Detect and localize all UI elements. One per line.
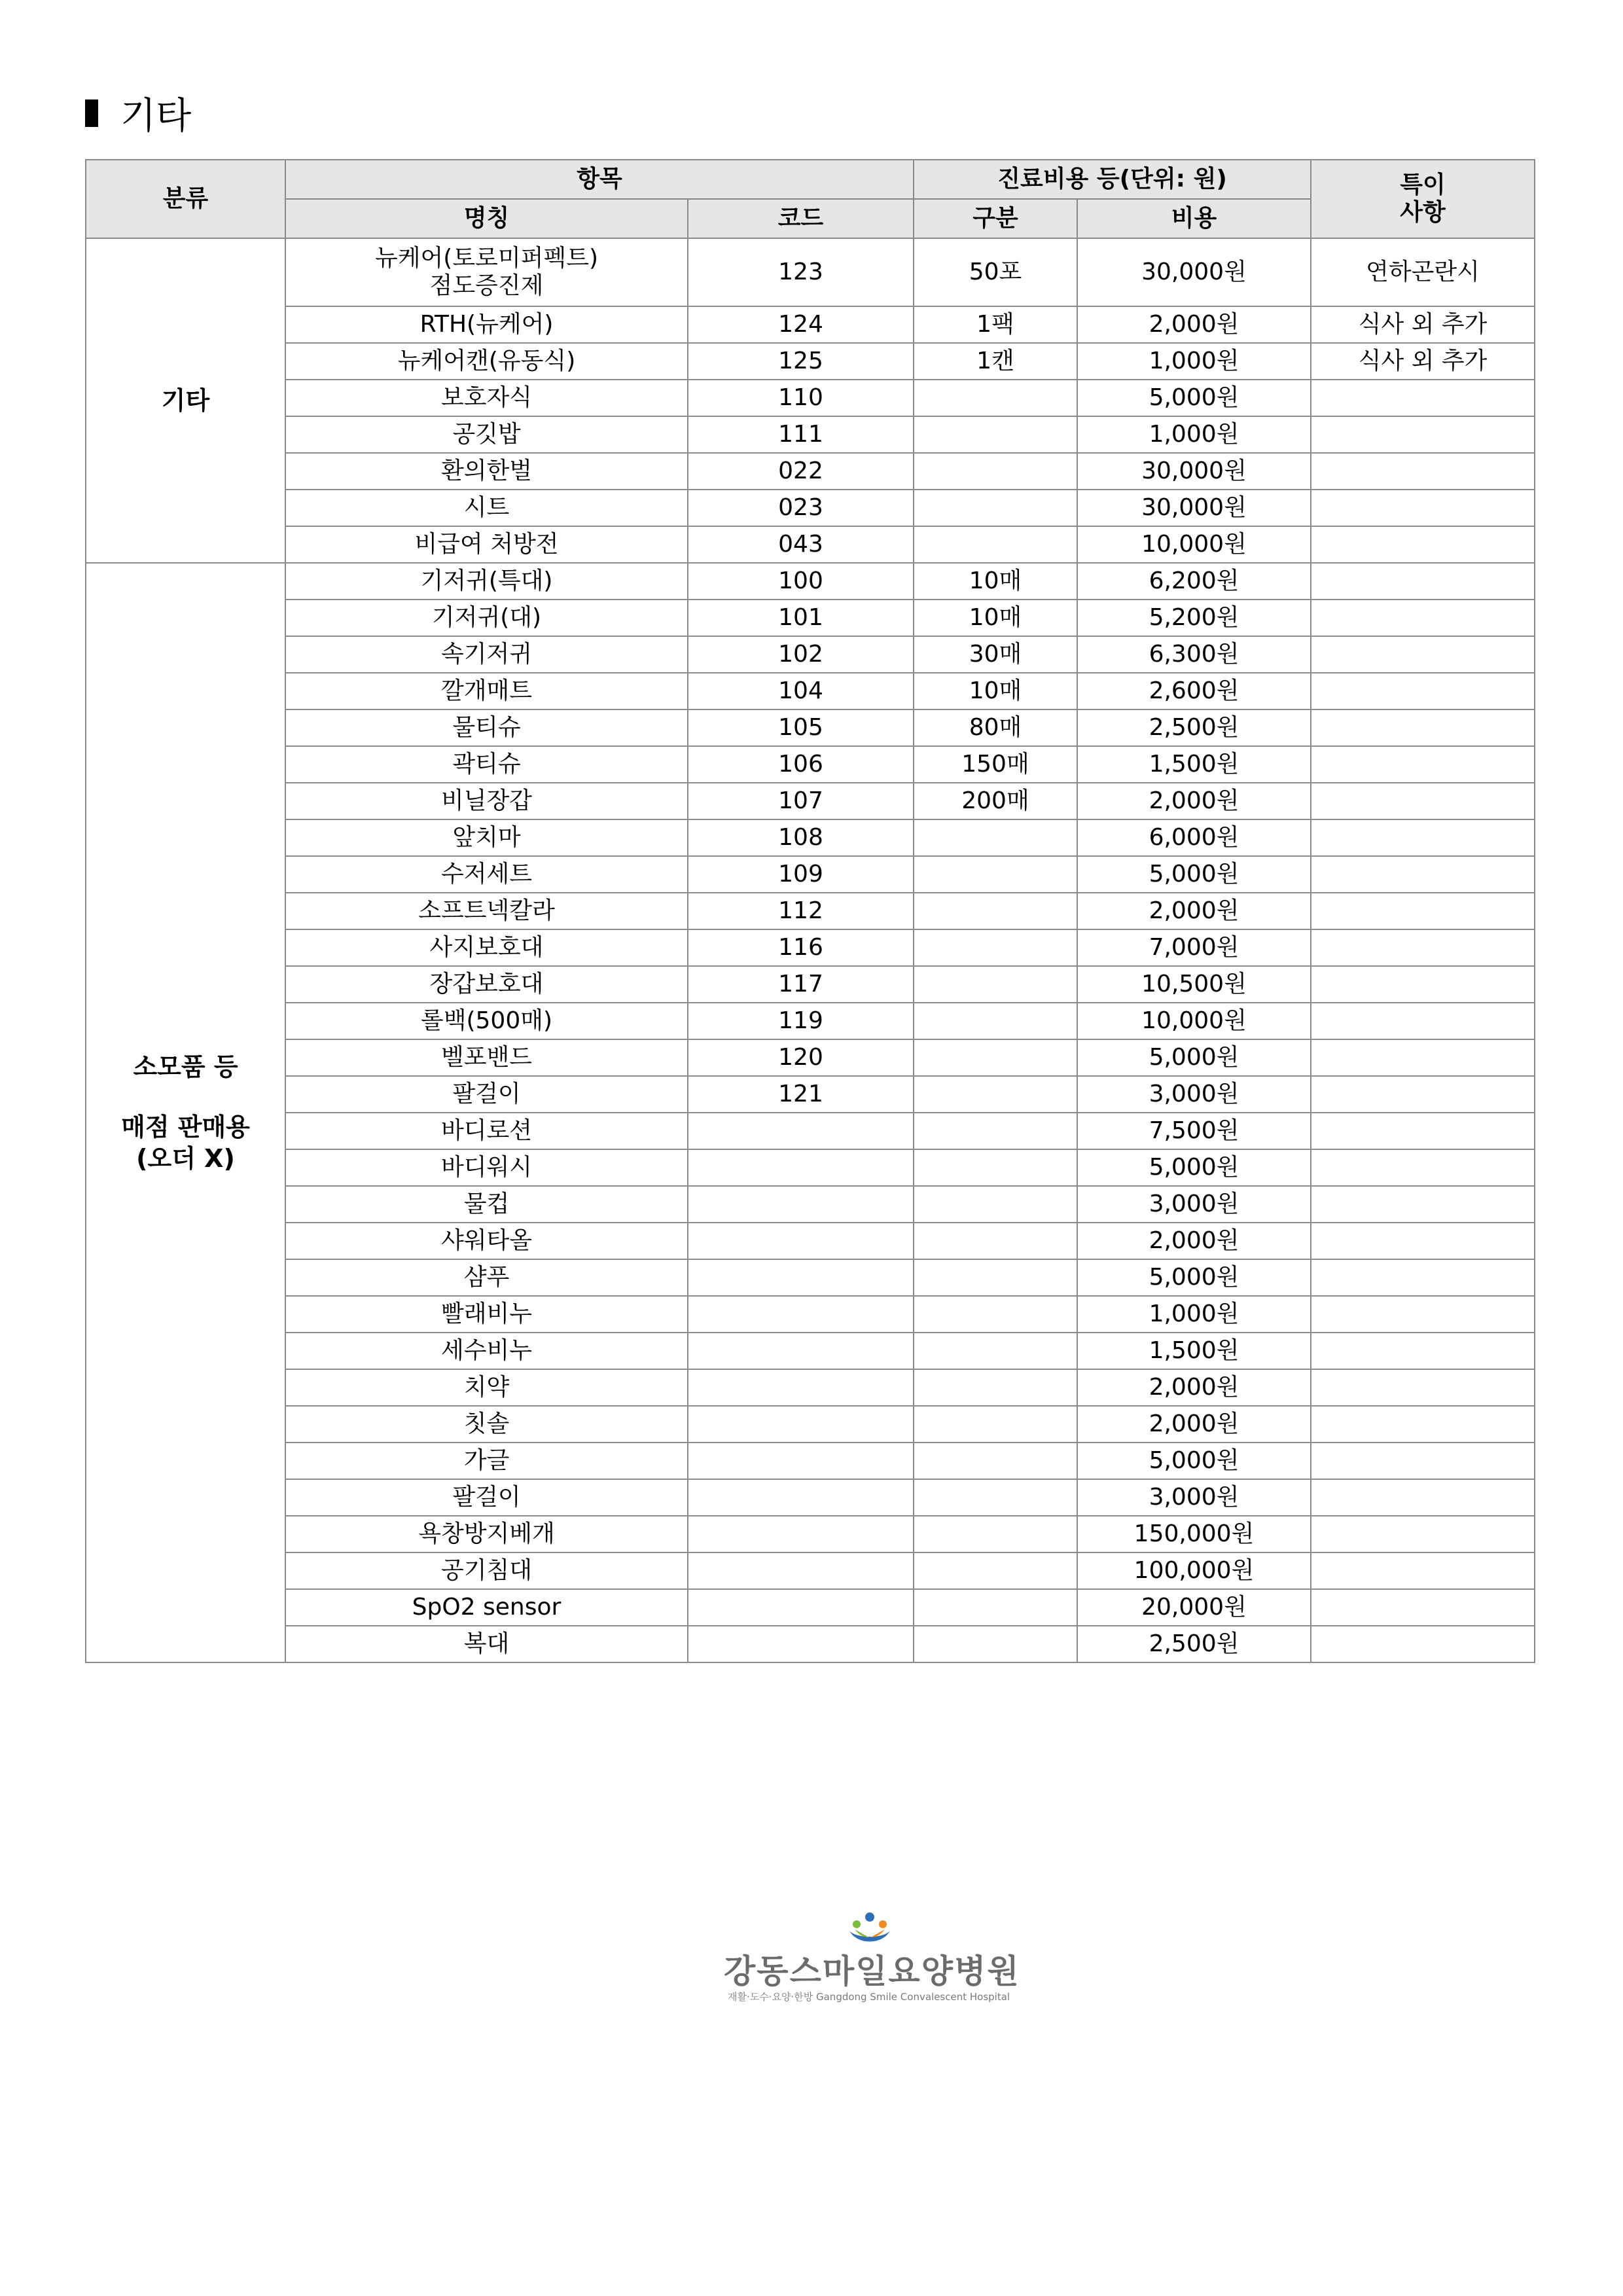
item-code-cell: 125 [688, 343, 914, 380]
item-code-cell: 111 [688, 416, 914, 453]
item-code-cell [688, 1589, 914, 1626]
item-code-cell: 108 [688, 819, 914, 856]
item-code-cell [688, 1369, 914, 1406]
table-body [86, 238, 1535, 1662]
item-note-cell [1311, 966, 1535, 1003]
item-price-cell: 1,000원 [1077, 343, 1311, 380]
item-unit-cell [914, 453, 1077, 490]
item-code-cell: 104 [688, 673, 914, 709]
item-name-cell: 치약 [285, 1369, 688, 1406]
item-name-cell: 물티슈 [285, 709, 688, 746]
item-name-cell: 공깃밥 [285, 416, 688, 453]
item-code-cell [688, 1552, 914, 1589]
table-row [86, 709, 1535, 746]
item-unit-cell [914, 1039, 1077, 1076]
item-code-cell: 112 [688, 893, 914, 929]
table-row [86, 600, 1535, 636]
item-unit-cell [914, 1369, 1077, 1406]
item-price-cell: 5,000원 [1077, 1259, 1311, 1296]
item-unit-cell [914, 490, 1077, 526]
item-name-cell: 기저귀(대) [285, 600, 688, 636]
item-name-cell: 보호자식 [285, 380, 688, 416]
item-price-cell: 3,000원 [1077, 1186, 1311, 1223]
item-note-cell [1311, 673, 1535, 709]
header-item-group: 항목 [285, 160, 914, 199]
item-code-cell [688, 1113, 914, 1149]
item-price-cell: 2,000원 [1077, 893, 1311, 929]
item-note-cell [1311, 1223, 1535, 1259]
item-code-cell: 102 [688, 636, 914, 673]
category-label: (오더 X) [136, 1144, 235, 1173]
item-price-cell: 10,000원 [1077, 526, 1311, 563]
item-unit-cell [914, 380, 1077, 416]
item-unit-cell [914, 1626, 1077, 1662]
table-row [86, 746, 1535, 783]
item-name-cell: 장갑보호대 [285, 966, 688, 1003]
item-unit-cell: 150매 [914, 746, 1077, 783]
item-note-cell [1311, 1333, 1535, 1369]
table-row [86, 490, 1535, 526]
item-unit-cell: 200매 [914, 783, 1077, 819]
item-note-cell [1311, 380, 1535, 416]
item-note-cell [1311, 636, 1535, 673]
table-row [86, 1003, 1535, 1039]
item-price-cell: 5,000원 [1077, 1039, 1311, 1076]
item-note-cell [1311, 929, 1535, 966]
item-unit-cell: 10매 [914, 673, 1077, 709]
table-row [86, 453, 1535, 490]
item-name-cell: 비급여 처방전 [285, 526, 688, 563]
item-note-cell [1311, 490, 1535, 526]
item-name-cell: 수저세트 [285, 856, 688, 893]
table-row [86, 783, 1535, 819]
table-row [86, 1149, 1535, 1186]
price-table [85, 159, 1535, 1663]
hospital-name: 강동스마일요양병원 [724, 1952, 1020, 1990]
item-price-cell: 2,000원 [1077, 1223, 1311, 1259]
item-code-cell [688, 1296, 914, 1333]
table-row [86, 1333, 1535, 1369]
item-note-cell [1311, 1626, 1535, 1662]
item-note-cell [1311, 1443, 1535, 1479]
item-name-cell: 깔개매트 [285, 673, 688, 709]
item-code-cell: 123 [688, 238, 914, 306]
item-price-cell: 7,500원 [1077, 1113, 1311, 1149]
category-label: 소모품 등 [133, 1052, 238, 1081]
item-code-cell [688, 1479, 914, 1516]
item-price-cell: 2,000원 [1077, 783, 1311, 819]
header-name: 명칭 [285, 199, 688, 238]
header-note: 특이 사항 [1311, 160, 1535, 238]
table-row [86, 1113, 1535, 1149]
item-unit-cell [914, 1003, 1077, 1039]
item-note-cell [1311, 526, 1535, 563]
item-note-cell [1311, 1003, 1535, 1039]
item-price-cell: 2,000원 [1077, 1406, 1311, 1443]
item-code-cell: 124 [688, 306, 914, 343]
item-note-cell [1311, 563, 1535, 600]
category-label: 매점 판매용 [121, 1113, 250, 1141]
item-name-cell: 비닐장갑 [285, 783, 688, 819]
item-name-cell: 소프트넥칼라 [285, 893, 688, 929]
item-name-cell: 속기저귀 [285, 636, 688, 673]
item-note-cell [1311, 1406, 1535, 1443]
item-code-cell [688, 1333, 914, 1369]
item-code-cell: 106 [688, 746, 914, 783]
item-note-cell [1311, 1369, 1535, 1406]
item-unit-cell: 1팩 [914, 306, 1077, 343]
item-note-cell [1311, 1039, 1535, 1076]
item-code-cell: 119 [688, 1003, 914, 1039]
table-row [86, 929, 1535, 966]
table-row [86, 893, 1535, 929]
item-price-cell: 5,000원 [1077, 380, 1311, 416]
table-row [86, 673, 1535, 709]
item-code-cell: 109 [688, 856, 914, 893]
table-row [86, 1223, 1535, 1259]
item-note-cell [1311, 1552, 1535, 1589]
item-unit-cell [914, 1443, 1077, 1479]
item-note-cell [1311, 416, 1535, 453]
item-code-cell: 022 [688, 453, 914, 490]
section-heading [85, 90, 191, 136]
item-name-cell: RTH(뉴케어) [285, 306, 688, 343]
item-note-cell [1311, 1589, 1535, 1626]
table-row [86, 1406, 1535, 1443]
item-price-cell: 1,000원 [1077, 416, 1311, 453]
item-code-cell: 105 [688, 709, 914, 746]
item-code-cell: 116 [688, 929, 914, 966]
item-unit-cell [914, 893, 1077, 929]
table-row [86, 1552, 1535, 1589]
hospital-logo-icon [846, 1911, 894, 1946]
item-unit-cell [914, 1589, 1077, 1626]
item-code-cell [688, 1406, 914, 1443]
item-note-cell [1311, 709, 1535, 746]
item-code-cell [688, 1149, 914, 1186]
item-unit-cell: 30매 [914, 636, 1077, 673]
item-note-cell [1311, 1186, 1535, 1223]
item-name-cell: 물컵 [285, 1186, 688, 1223]
item-unit-cell [914, 1296, 1077, 1333]
item-price-cell: 30,000원 [1077, 453, 1311, 490]
table-row [86, 1369, 1535, 1406]
item-price-cell: 10,500원 [1077, 966, 1311, 1003]
item-unit-cell [914, 1406, 1077, 1443]
item-name-cell: 욕창방지베개 [285, 1516, 688, 1552]
item-unit-cell [914, 1113, 1077, 1149]
table-row [86, 1259, 1535, 1296]
item-note-cell: 연하곤란시 [1311, 238, 1535, 306]
table-row [86, 856, 1535, 893]
item-unit-cell [914, 1223, 1077, 1259]
item-code-cell: 100 [688, 563, 914, 600]
item-unit-cell [914, 966, 1077, 1003]
item-note-cell [1311, 746, 1535, 783]
item-code-cell [688, 1443, 914, 1479]
table-row [86, 1039, 1535, 1076]
item-price-cell: 2,500원 [1077, 1626, 1311, 1662]
item-name-cell: 벨포밴드 [285, 1039, 688, 1076]
item-note-cell [1311, 1259, 1535, 1296]
item-unit-cell [914, 1149, 1077, 1186]
item-price-cell: 5,200원 [1077, 600, 1311, 636]
item-unit-cell [914, 416, 1077, 453]
table-row [86, 1076, 1535, 1113]
item-name-cell: 곽티슈 [285, 746, 688, 783]
item-unit-cell [914, 526, 1077, 563]
item-price-cell: 5,000원 [1077, 1149, 1311, 1186]
table-row [86, 526, 1535, 563]
item-name-cell: 팔걸이 [285, 1076, 688, 1113]
item-price-cell: 6,300원 [1077, 636, 1311, 673]
item-price-cell: 2,600원 [1077, 673, 1311, 709]
table-row [86, 416, 1535, 453]
item-name-cell: 롤백(500매) [285, 1003, 688, 1039]
item-price-cell: 3,000원 [1077, 1479, 1311, 1516]
item-unit-cell [914, 1516, 1077, 1552]
item-price-cell: 150,000원 [1077, 1516, 1311, 1552]
item-unit-cell [914, 1333, 1077, 1369]
table-row [86, 1443, 1535, 1479]
item-unit-cell [914, 1076, 1077, 1113]
item-code-cell: 101 [688, 600, 914, 636]
item-note-cell [1311, 1296, 1535, 1333]
item-price-cell: 2,000원 [1077, 306, 1311, 343]
item-note-cell [1311, 453, 1535, 490]
table-row [86, 563, 1535, 600]
item-name-cell: SpO2 sensor [285, 1589, 688, 1626]
item-price-cell: 1,500원 [1077, 746, 1311, 783]
header-category: 분류 [86, 160, 285, 238]
category-spacer [89, 1083, 282, 1111]
item-unit-cell: 80매 [914, 709, 1077, 746]
item-name-cell: 앞치마 [285, 819, 688, 856]
header-row-1 [86, 160, 1535, 199]
table-row [86, 636, 1535, 673]
item-unit-cell: 1캔 [914, 343, 1077, 380]
item-unit-cell [914, 1479, 1077, 1516]
table-row [86, 343, 1535, 380]
item-note-cell [1311, 1479, 1535, 1516]
item-note-cell [1311, 893, 1535, 929]
item-note-cell [1311, 600, 1535, 636]
item-price-cell: 30,000원 [1077, 238, 1311, 306]
table-row [86, 306, 1535, 343]
hospital-tagline: 재활·도수·요양·한방 Gangdong Smile Convalescent Hospital [728, 1991, 1010, 2003]
item-note-cell: 식사 외 추가 [1311, 306, 1535, 343]
item-name-cell: 바디워시 [285, 1149, 688, 1186]
section-title: 기타 [120, 95, 192, 137]
item-unit-cell: 10매 [914, 563, 1077, 600]
item-price-cell: 1,000원 [1077, 1296, 1311, 1333]
item-code-cell: 121 [688, 1076, 914, 1113]
table-row [86, 1516, 1535, 1552]
table-row [86, 380, 1535, 416]
item-name-cell: 사지보호대 [285, 929, 688, 966]
category-cell [86, 238, 285, 563]
table-row [86, 1626, 1535, 1662]
item-name-cell: 가글 [285, 1443, 688, 1479]
item-code-cell [688, 1516, 914, 1552]
item-name-cell: 환의한벌 [285, 453, 688, 490]
item-code-cell [688, 1186, 914, 1223]
item-name-cell: 팔걸이 [285, 1479, 688, 1516]
item-unit-cell [914, 856, 1077, 893]
item-code-cell: 043 [688, 526, 914, 563]
item-code-cell: 023 [688, 490, 914, 526]
item-note-cell [1311, 1076, 1535, 1113]
item-price-cell: 100,000원 [1077, 1552, 1311, 1589]
item-code-cell: 117 [688, 966, 914, 1003]
item-note-cell [1311, 1149, 1535, 1186]
item-unit-cell: 50포 [914, 238, 1077, 306]
item-note-cell [1311, 819, 1535, 856]
item-name-cell: 샴푸 [285, 1259, 688, 1296]
item-note-cell [1311, 783, 1535, 819]
item-code-cell: 107 [688, 783, 914, 819]
item-name-cell: 빨래비누 [285, 1296, 688, 1333]
item-unit-cell [914, 819, 1077, 856]
item-price-cell: 1,500원 [1077, 1333, 1311, 1369]
header-code: 코드 [688, 199, 914, 238]
item-unit-cell [914, 929, 1077, 966]
item-name-cell: 뉴케어(토로미퍼펙트) 점도증진제 [285, 238, 688, 306]
item-unit-cell: 10매 [914, 600, 1077, 636]
item-price-cell: 10,000원 [1077, 1003, 1311, 1039]
item-price-cell: 5,000원 [1077, 1443, 1311, 1479]
table-row [86, 1186, 1535, 1223]
item-price-cell: 2,000원 [1077, 1369, 1311, 1406]
table-row [86, 1296, 1535, 1333]
item-price-cell: 5,000원 [1077, 856, 1311, 893]
item-name-cell: 세수비누 [285, 1333, 688, 1369]
item-price-cell: 2,500원 [1077, 709, 1311, 746]
header-cost-group: 진료비용 등(단위: 원) [914, 160, 1311, 199]
item-name-cell: 바디로션 [285, 1113, 688, 1149]
section-marker-icon [85, 99, 98, 127]
item-name-cell: 뉴케어캔(유동식) [285, 343, 688, 380]
item-price-cell: 3,000원 [1077, 1076, 1311, 1113]
item-unit-cell [914, 1259, 1077, 1296]
header-unit: 구분 [914, 199, 1077, 238]
table-row [86, 238, 1535, 306]
table-row [86, 1589, 1535, 1626]
item-code-cell [688, 1626, 914, 1662]
category-cell [86, 563, 285, 1662]
item-note-cell [1311, 856, 1535, 893]
item-name-cell: 공기침대 [285, 1552, 688, 1589]
item-price-cell: 7,000원 [1077, 929, 1311, 966]
item-price-cell: 6,200원 [1077, 563, 1311, 600]
item-note-cell: 식사 외 추가 [1311, 343, 1535, 380]
item-note-cell [1311, 1113, 1535, 1149]
header-price: 비용 [1077, 199, 1311, 238]
item-price-cell: 6,000원 [1077, 819, 1311, 856]
item-name-cell: 복대 [285, 1626, 688, 1662]
item-name-cell: 샤워타올 [285, 1223, 688, 1259]
table-row [86, 966, 1535, 1003]
item-name-cell: 기저귀(특대) [285, 563, 688, 600]
item-unit-cell [914, 1186, 1077, 1223]
item-code-cell: 110 [688, 380, 914, 416]
item-price-cell: 30,000원 [1077, 490, 1311, 526]
item-price-cell: 20,000원 [1077, 1589, 1311, 1626]
item-name-cell: 칫솔 [285, 1406, 688, 1443]
table-row [86, 1479, 1535, 1516]
item-note-cell [1311, 1516, 1535, 1552]
category-label: 기타 [161, 386, 210, 415]
item-code-cell: 120 [688, 1039, 914, 1076]
item-code-cell [688, 1223, 914, 1259]
item-name-cell: 시트 [285, 490, 688, 526]
item-code-cell [688, 1259, 914, 1296]
table-row [86, 819, 1535, 856]
hospital-logo [724, 1911, 1018, 2003]
item-unit-cell [914, 1552, 1077, 1589]
